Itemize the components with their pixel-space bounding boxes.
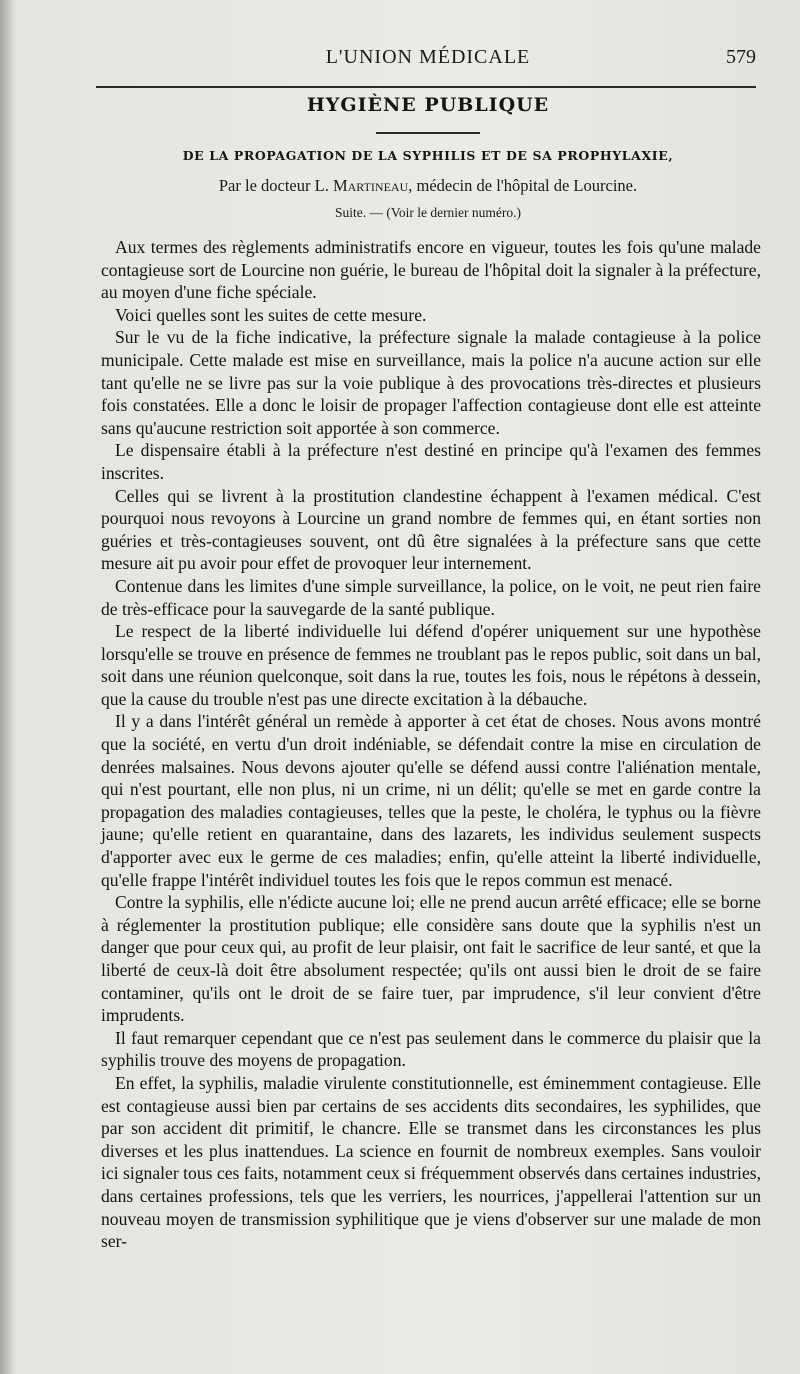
byline-prefix: Par le docteur L. [218,176,333,195]
section-title: HYGIÈNE PUBLIQUE [306,94,550,116]
article-body [101,236,761,1253]
article-title: DE LA PROPAGATION DE LA SYPHILIS ET DE SA PROPHYLAXIE, [182,148,674,163]
author-name: Martineau [332,176,409,195]
binding-shadow [0,0,14,1374]
paragraph: Aux termes des règlements administratifs encore en vigueur, toutes les fois qu'une malade contagieuse sort de Lourcine non guérie, le bureau de l'hôpital doit la signaler à la préfecture, au moyen d'une fiche spéciale. [101,237,761,303]
paragraph: Voici quelles sont les suites de cette mesure. [115,304,427,325]
paragraph: Le dispensaire établi à la préfecture n'est destiné en principe qu'à l'examen des femmes inscrites. [101,440,761,483]
paragraph: Il faut remarquer cependant que ce n'est pas seulement dans le commerce du plaisir que la syphilis trouve des moyens de propagation. [101,1027,761,1071]
page-header [96,46,760,76]
byline-suffix: , médecin de l'hôpital de Lourcine. [408,176,638,195]
paragraph: Contre la syphilis, elle n'édicte aucune loi; elle ne prend aucun arrêté efficace; elle se borne à réglementer la prostitution publique; elle considère sans doute que la syphilis n'est un danger que pour ceux qui, au profit de leur plaisir, ont fait le sacrifice de leur santé, et que la liberté de ceux-là doit être absolument respectée; qu'ils ont aussi bien le droit de se faire contaminer, qu'ils ont le droit de se faire tuer, par imprudence, s'il leur convient d'être imprudents. [101,892,761,1026]
title-rule [376,132,480,134]
paragraph: Il y a dans l'intérêt général un remède à apporter à cet état de choses. Nous avons montré que la société, en vertu d'un droit indéniable, se défendait contre la mise en circulation de denrées malsaines. Nous devons ajouter qu'elle se défend aussi contre l'aliénation mentale, qui n'est pourtant, elle non plus, ni un crime, ni un délit; qu'elle se met en garde contre la propagation des maladies contagieuses, telles que la peste, le choléra, le typhus ou la fièvre jaune; qu'elle retient en quarantaine, dans des lazarets, les individus seulement suspects d'apporter avec eux le germe de ces maladies; enfin, qu'elle atteint la liberté individuelle, qu'elle frappe l'intérêt individuel toutes les fois que le repos commun est menacé. [101,711,761,890]
page-number: 579 [726,46,756,68]
paragraph: En effet, la syphilis, maladie virulente constitutionnelle, est éminemment contagieuse. Elle est contagieuse aussi bien par certains de ses accidents dits secondaires, les syphilides, que par son accident dit primitif, le chancre. Elle se transmet dans les circonstances les plus diverses et les plus inattendues. La science en fournit de nombreux exemples. Sans vouloir ici signaler tous ces faits, notamment ceux si fréquemment observés dans certaines industries, dans certaines professions, tels que les verriers, les nourrices, j'appellerai l'attention sur un nouveau moyen de transmission syphilitique que je viens d'observer sur une malade de mon ser- [101,1072,761,1252]
paragraph: Celles qui se livrent à la prostitution clandestine échappent à l'examen médical. C'est pourquoi nous revoyons à Lourcine un grand nombre de femmes qui, en étant sorties non guéries et très-contagieuses souvent, ont dû être signalées à la préfecture sans que cette mesure ait pu avoir pour effet de provoquer leur internement. [101,485,761,574]
paragraph: Contenue dans les limites d'une simple surveillance, la police, on le voit, ne peut rien faire de très-efficace pour la sauvegarde de la santé publique. [101,575,761,619]
header-rule [96,86,756,88]
paragraph: Le respect de la liberté individuelle lui défend d'opérer uniquement sur une hypothèse lorsqu'elle se trouve en présence de femmes ne troublant pas le repos public, soit dans un bal, soit dans une réunion quelconque, soit dans la rue, toutes les fois, nous le répétons à dessein, que la cause du trouble n'est pas une directe excitation à la débauche. [101,621,761,709]
byline [96,176,760,196]
paragraph: Sur le vu de la fiche indicative, la préfecture signale la malade contagieuse à la police municipale. Cette malade est mise en surveillance, mais la police n'a aucune action sur elle tant qu'elle ne se livre pas sur la voie publique à des provocations très-directes et plusieurs fois constatées. Elle a donc le loisir de propager l'affection contagieuse dont elle est atteinte sans qu'aucune restriction soit apportée à son commerce. [101,327,761,438]
continuation-note: Suite. — (Voir le dernier numéro.) [334,205,522,220]
running-title: L'UNION MÉDICALE [325,46,531,68]
